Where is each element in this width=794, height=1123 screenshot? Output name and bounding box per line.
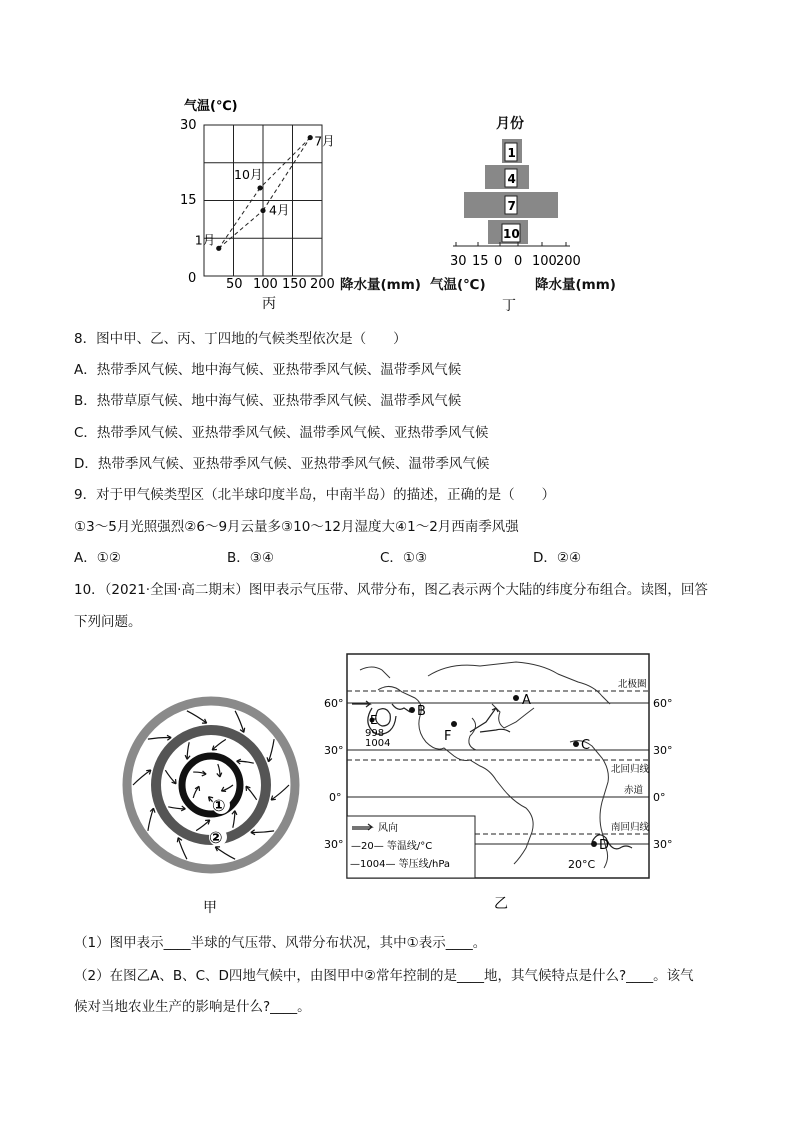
line-label-tropic-cancer: 北回归线 (611, 764, 650, 775)
ding-left-tick: 15 (472, 254, 489, 269)
wind-arrow (251, 831, 274, 833)
wind-arrow (187, 711, 207, 723)
legend-isotherm: —20— 等温线/°C (351, 841, 433, 852)
place-label-f: F (444, 729, 452, 744)
legend-wind: 风向 (378, 823, 398, 834)
chart-ding-caption: 丁 (502, 298, 516, 314)
wind-arrow (215, 847, 235, 859)
chart-bing-xlabel: 降水量(mm) (340, 277, 421, 293)
place-label-c: C (581, 738, 591, 753)
lat-label-right: 30° (653, 744, 673, 757)
ding-left-tick: 0 (494, 254, 503, 269)
chart-bing-xtick: 150 (282, 277, 307, 292)
q8-option-d[interactable]: D．热带季风气候、亚热带季风气候、亚热带季风气候、温带季风气候 (74, 456, 490, 472)
legend-isobar: —1004— 等压线/hPa (350, 859, 451, 870)
ding-month-label: 4 (507, 172, 516, 186)
wind-arrow (212, 739, 226, 750)
circle-label-1: ① (212, 796, 226, 815)
climate-point (257, 185, 262, 190)
ding-month-label: 7 (507, 199, 516, 213)
place-label-d: D (599, 838, 610, 853)
lat-label-left: 30° (324, 838, 344, 851)
climate-point (308, 135, 313, 140)
ding-right-tick: 0 (514, 254, 523, 269)
lat-label-right: 30° (653, 838, 673, 851)
climate-curve-segment (263, 138, 310, 211)
chart-ding-title: 月份 (496, 116, 524, 132)
ding-month-label: 1 (507, 146, 516, 160)
q8-option-a[interactable]: A．热带季风气候、地中海气候、亚热带季风气候、温带季风气候 (74, 362, 462, 378)
chart-bing-xtick: 50 (226, 277, 243, 292)
lat-label-right: 60° (653, 697, 673, 710)
chart-bing-xtick: 100 (253, 277, 278, 292)
chart-bing-ylabel: 气温(℃) (184, 99, 238, 114)
wind-arrow (178, 838, 187, 860)
chart-bing-ytick: 30 (180, 118, 197, 133)
wind-arrow (271, 785, 289, 800)
wind-arrow (133, 770, 151, 785)
lat-label-left: 60° (324, 697, 344, 710)
wind-arrow (196, 820, 210, 831)
chart-bing-xtick: 200 (310, 277, 335, 292)
wind-arrow (246, 786, 257, 800)
climate-point-label: 4月 (269, 202, 290, 218)
wind-arrow (235, 711, 244, 733)
chart-bing (170, 92, 340, 310)
chart-bing-ytick: 15 (180, 193, 197, 208)
climate-point (216, 246, 221, 251)
q8-stem: 8．图中甲、乙、丙、丁四地的气候类型依次是（ ） (74, 331, 407, 347)
climate-curve-segment (219, 211, 263, 249)
place-label-b: B (417, 704, 426, 719)
q8-option-b[interactable]: B．热带草原气候、地中海气候、亚热带季风气候、温带季风气候 (74, 393, 462, 409)
chart-ding-right-label: 降水量(mm) (535, 277, 616, 293)
figure-jia-caption: 甲 (203, 900, 217, 916)
chart-ding-left-label: 气温(℃) (430, 277, 486, 293)
chart-bing-caption: 丙 (262, 296, 276, 312)
climate-point-label: 7月 (314, 133, 335, 149)
line-label-tropic-capricorn: 南回归线 (611, 822, 650, 833)
figure-yi (320, 652, 680, 914)
ding-right-tick: 100 (532, 254, 557, 269)
lat-label-left: 30° (324, 744, 344, 757)
climate-curve-segment (219, 188, 260, 248)
wind-arrow-head (217, 773, 222, 777)
chart-bing-grid (204, 125, 322, 276)
isotherm-label: 20°C (568, 858, 596, 871)
ding-left-tick: 30 (450, 254, 467, 269)
place-label-a: A (522, 693, 531, 708)
line-label-arctic: 北极圈 (618, 679, 647, 690)
q10-line1: 10．（2021·全国·高二期末）图甲表示气压带、风带分布，图乙表示两个大陆的纬度分布组合。读图，回答 (74, 582, 708, 598)
q10-line2: 下列问题。 (74, 614, 142, 630)
lat-label-left: 0° (329, 791, 342, 804)
q9-option-c[interactable]: C．①③ (380, 550, 428, 566)
middle-ring (156, 730, 266, 840)
q9-option-a[interactable]: A．①② (74, 550, 121, 566)
line-label-equator: 赤道 (624, 785, 644, 796)
wind-arrow (165, 770, 176, 784)
place-label-e: E (370, 713, 378, 727)
q10-sub1: （1）图甲表示____半球的气压带、风带分布状况，其中①表示____。 (74, 935, 487, 951)
q9-statements: ①3～5月光照强烈②6～9月云量多③10～12月湿度大④1～2月西南季风强 (74, 519, 519, 535)
q9-option-d[interactable]: D．②④ (533, 550, 582, 566)
inner-ring (182, 756, 240, 814)
climate-point-label: 10月 (234, 166, 263, 182)
ding-month-label: 10 (503, 227, 520, 241)
q10-sub2-line1: （2）在图乙A、B、C、D四地气候中，由图甲中②常年控制的是____地，其气候特点是什么?____。该气 (74, 968, 694, 984)
figure-yi-caption: 乙 (494, 896, 508, 912)
chart-bing-marks (195, 134, 335, 251)
q9-stem: 9．对于甲气候类型区（北半球印度半岛，中南半岛）的描述，正确的是（ ） (74, 487, 556, 503)
figure-jia (118, 680, 306, 914)
wind-arrow (148, 737, 171, 739)
q10-sub2-line2: 候对当地农业生产的影响是什么?____。 (74, 999, 311, 1015)
lat-label-right: 0° (653, 791, 666, 804)
ding-right-tick: 200 (556, 254, 581, 269)
climate-point (260, 208, 265, 213)
circle-label-2: ② (209, 828, 223, 847)
q9-option-b[interactable]: B．③④ (227, 550, 274, 566)
isobar-label: 998 (365, 728, 385, 739)
q8-option-c[interactable]: C．热带季风气候、亚热带季风气候、温带季风气候、亚热带季风气候 (74, 425, 489, 441)
chart-bing-ytick: 0 (188, 271, 197, 286)
isobar-label: 1004 (365, 738, 391, 749)
climate-point-label: 1月 (194, 232, 216, 248)
